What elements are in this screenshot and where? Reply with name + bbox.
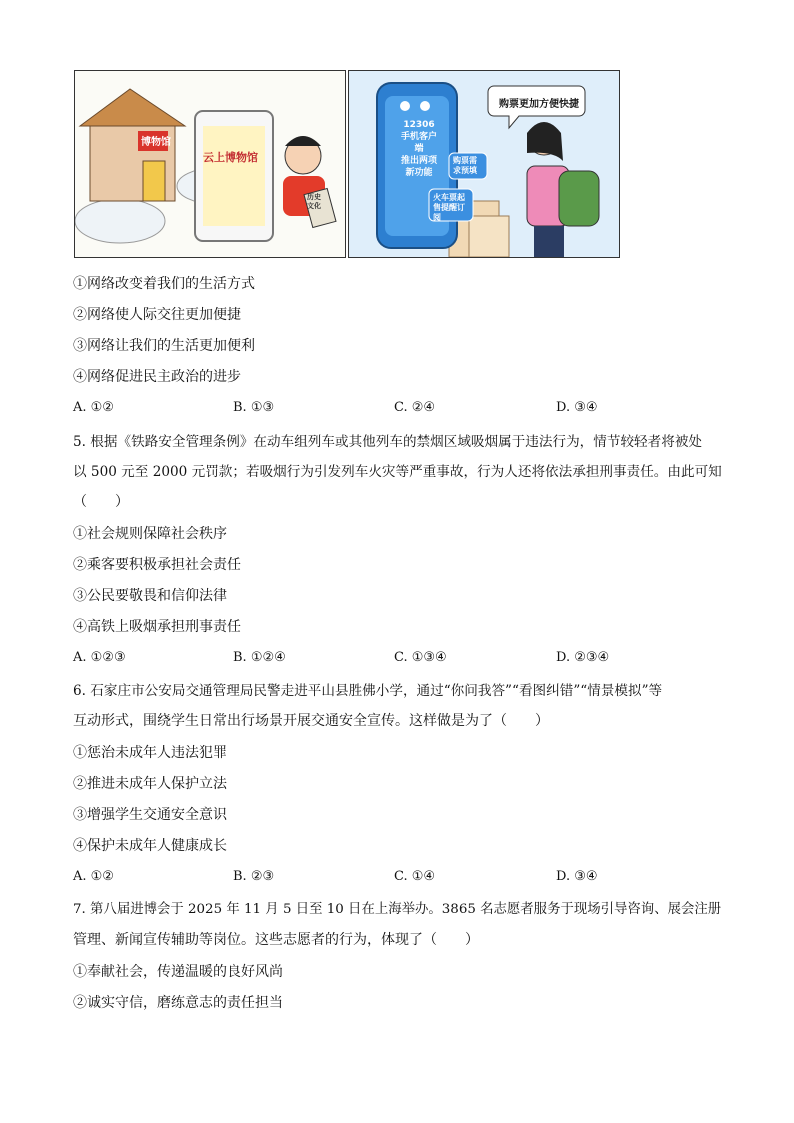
- cartoon-panel-cloud-museum: [74, 70, 346, 258]
- q6-choice-b: B. ②③: [233, 869, 275, 884]
- q5-stem-line-1: 5. 根据《铁路安全管理条例》在动车组列车或其他列车的禁烟区域吸烟属于违法行为，情节较轻者将被处: [73, 434, 703, 450]
- q4-choice-a: A. ①②: [73, 400, 114, 415]
- q7-option-1: ①奉献社会，传递温暖的良好风尚: [73, 964, 283, 980]
- q5-stem-line-3: （ ）: [73, 494, 129, 510]
- q6-choice-c: C. ①④: [394, 869, 436, 884]
- phone-title: 云上博物馆: [203, 151, 258, 164]
- app-feature-line-2: 新功能: [405, 168, 433, 178]
- q5-choice-b: B. ①②④: [233, 650, 286, 665]
- q5-choice-c: C. ①③④: [394, 650, 447, 665]
- q7-stem-line-1: 7. 第八届进博会于 2025 年 11 月 5 日至 10 日在上海举办。3865 名志愿者服务于现场引导咨询、展会注册: [73, 902, 722, 917]
- book-label: 历史文化: [307, 193, 321, 210]
- q4-option-4: ④网络促进民主政治的进步: [73, 369, 241, 385]
- q7-stem-line-2: 管理、新闻宣传辅助等岗位。这些志愿者的行为，体现了（ ）: [73, 932, 479, 948]
- q6-option-2: ②推进未成年人保护立法: [73, 776, 227, 792]
- q6-option-1: ①惩治未成年人违法犯罪: [73, 745, 227, 761]
- q4-choice-c: C. ②④: [394, 400, 436, 415]
- q6-option-4: ④保护未成年人健康成长: [73, 838, 227, 854]
- feature-bubble-2: 火车票起售提醒订阅: [433, 193, 465, 222]
- q6-choice-d: D. ③④: [556, 869, 598, 884]
- app-feature-line-1: 推出两项: [400, 156, 437, 166]
- cartoon-panel-12306: [348, 70, 620, 258]
- q5-option-4: ④高铁上吸烟承担刑事责任: [73, 619, 241, 635]
- q6-choice-a: A. ①②: [73, 869, 114, 884]
- app-name: 手机客户端: [400, 132, 437, 154]
- feature-bubble-1: 购票需求预填: [453, 156, 477, 175]
- q4-option-1: ①网络改变着我们的生活方式: [73, 276, 255, 292]
- q5-choice-d: D. ②③④: [556, 650, 610, 665]
- q5-option-3: ③公民要敬畏和信仰法律: [73, 588, 227, 604]
- q5-stem-line-2: 以 500 元至 2000 元罚款；若吸烟行为引发列车火灾等严重事故，行为人还将依法承担刑事责任。由此可知: [73, 464, 722, 480]
- museum-sign: 博物馆: [141, 137, 171, 148]
- q4-option-3: ③网络让我们的生活更加便利: [73, 338, 255, 354]
- q6-option-3: ③增强学生交通安全意识: [73, 807, 227, 823]
- q6-stem-line-1: 6. 石家庄市公安局交通管理局民警走进平山县胜佛小学，通过“你问我答”“看图纠错”“情景模拟”等: [73, 683, 663, 699]
- q6-stem-line-2: 互动形式，围绕学生日常出行场景开展交通安全宣传。这样做是为了（ ）: [73, 713, 549, 729]
- speech-bubble: 购票更加方便快捷: [499, 99, 579, 110]
- q4-choice-b: B. ①③: [233, 400, 275, 415]
- q5-option-1: ①社会规则保障社会秩序: [73, 526, 227, 542]
- q7-option-2: ②诚实守信，磨练意志的责任担当: [73, 995, 283, 1011]
- q5-choice-a: A. ①②③: [73, 650, 126, 665]
- q4-option-2: ②网络使人际交往更加便捷: [73, 307, 241, 323]
- app-phone-text: [399, 119, 439, 179]
- app-number: 12306: [403, 120, 435, 130]
- q4-choice-d: D. ③④: [556, 400, 598, 415]
- q5-option-2: ②乘客要积极承担社会责任: [73, 557, 241, 573]
